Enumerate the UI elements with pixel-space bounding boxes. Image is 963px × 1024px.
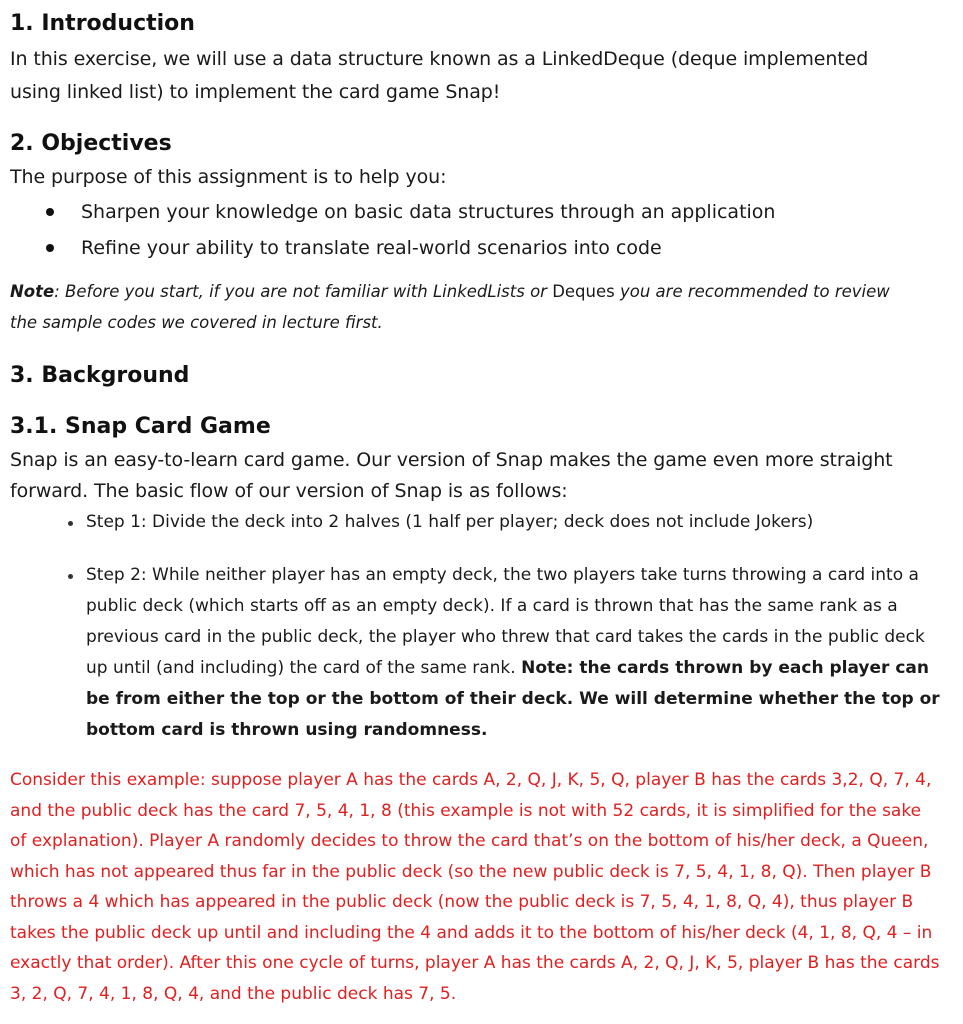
objectives-item	[10, 194, 955, 230]
bullet-icon	[68, 574, 73, 579]
objectives-lead: The purpose of this assignment is to help you:	[10, 166, 447, 188]
bullet-icon	[68, 521, 73, 526]
objectives-item-text: Sharpen your knowledge on basic data structures through an application	[81, 201, 776, 223]
note-label: Note	[10, 282, 55, 301]
background-heading: 3. Background	[10, 363, 190, 388]
introduction-heading: 1. Introduction	[10, 11, 195, 36]
snap-card-game-heading: 3.1. Snap Card Game	[10, 414, 271, 439]
example-paragraph: Consider this example: suppose player A has the cards A, 2, Q, J, K, 5, Q, player B has the cards 3,2, Q, 7, 4, and the public deck has the card 7, 5, 4, 1, 8 (this example is not with 52 cards, it is simplified for the sake of explanation). Player A randomly decides to throw the card that’s on the bottom of his/her deck, a Queen, which has not appeared thus far in the public deck (so the new public deck is 7, 5, 4, 1, 8, Q). Then player B throws a 4 which has appeared in the public deck (now the public deck is 7, 5, 4, 1, 8, Q, 4), thus player B takes the public deck up until and including the 4 and adds it to the bottom of his/her deck (4, 1, 8, Q, 4 – in exactly that order). After this one cycle of turns, player A has the cards A, 2, Q, J, K, 5, player B has the cards 3, 2, Q, 7, 4, 1, 8, Q, 4, and the public deck has 7, 5.	[10, 770, 940, 1004]
note-paragraph	[10, 276, 910, 338]
bullet-icon	[46, 244, 54, 252]
note-text-upright: Deques	[552, 282, 615, 301]
step-item	[10, 507, 950, 538]
bullet-icon	[46, 208, 54, 216]
objectives-heading: 2. Objectives	[10, 131, 172, 156]
step-text: Step 2: While neither player has an empty deck, the two players take turns throwing a card into a public deck (which starts off as an empty deck). If a card is thrown that has the same rank as a previous card in the public deck, the player who threw that card takes the cards in the public deck up until (and including) the card of the same rank.	[86, 565, 925, 678]
document	[10, 8, 955, 1009]
note-text-b: you are recommended to review the sample codes we covered in lecture first.	[10, 282, 890, 332]
introduction-text: In this exercise, we will use a data structure known as a LinkedDeque (deque implemented using linked list) to implement the card game Snap!	[10, 48, 869, 103]
objectives-item	[10, 230, 955, 266]
step-text: Step 1: Divide the deck into 2 halves (1 half per player; deck does not include Jokers)	[86, 512, 814, 532]
step-bold-note: Note: the cards thrown by each player can be from either the top or the bottom of their deck. We will determine whether the top or bottom card is thrown using randomness.	[86, 658, 940, 740]
objectives-item-text: Refine your ability to translate real-world scenarios into code	[81, 237, 662, 259]
objectives-list	[10, 194, 955, 266]
background-text: Snap is an easy-to-learn card game. Our version of Snap makes the game even more straight forward. The basic flow of our version of Snap is as follows:	[10, 449, 893, 502]
steps-list	[10, 507, 950, 746]
note-text-a: : Before you start, if you are not familiar with LinkedLists or	[54, 282, 553, 301]
step-item	[10, 560, 950, 746]
